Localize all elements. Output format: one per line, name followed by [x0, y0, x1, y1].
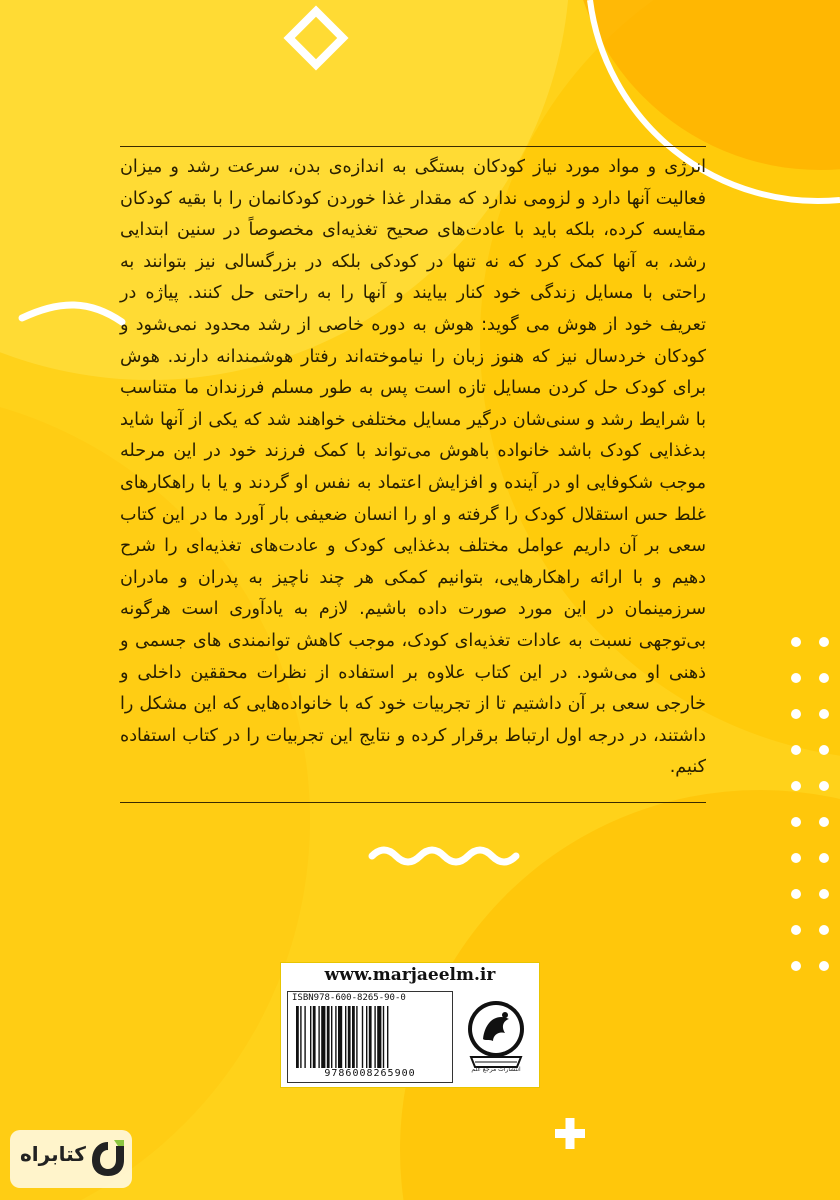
isbn-box: [287, 991, 453, 1083]
barcode-panel: [280, 962, 540, 1088]
bottom-rule: [120, 802, 706, 803]
website-url: www.marjaeelm.ir: [324, 965, 496, 985]
ketabrah-watermark: [10, 1130, 132, 1188]
top-rule: [120, 146, 706, 147]
barcode-icon: [296, 1006, 444, 1068]
barcode-number: 9786008265900: [324, 1068, 416, 1079]
ketabrah-label: کتابراه: [20, 1142, 86, 1166]
ketabrah-logo-icon: [88, 1138, 128, 1180]
publisher-name: انتشارات مرجع علم: [471, 1066, 521, 1073]
isbn-label: ISBN978-600-8265-90-0: [292, 993, 406, 1003]
back-cover-text: انرژی و مواد مورد نیاز کودکان بستگی به اندازه‌ی بدن، سرعت رشد و میزان فعالیت آنها دارد و لزومی ندارد که مقدار غذا خوردن کودکانمان را با بقیه کودکان مقایسه کرده، بلکه باید با عادت‌های صحیح تغذیه‌ای مخصوصاً در سنین ابتدایی رشد، به آنها کمک کرد که نه تنها در کودکی بلکه در بزرگسالی نیز بتوانند به راحتی با مسایل زندگی خود کنار بیایند و آنها را به راحتی حل کنند. پیاژه در تعریف خود از هوش می گوید: هوش به دوره خاصی از رشد محدود نمی‌شود و کودکان خردسال نیز که هنوز زبان را نیاموخته‌اند رفتار هوشمندانه دارند. هوش برای کودک حل کردن مسایل تازه است پس به طور مسلم فرزندان ما متناسب با شرایط رشد و سنی‌شان درگیر مسایل مختلفی خواهند شد که یکی از آنها شاید بدغذایی کودک باشد خانواده باهوش می‌تواند با کمک فرزند خود در این مرحله موجب شکوفایی او در آینده و افزایش اعتماد به نفس او گردند و یا با راهکارهای غلط حس استقلال کودک را گرفته و او را انسان ضعیفی بار آورد ما در این کتاب سعی بر آن داریم عوامل مختلف بدغذایی کودک و عادت‌های تغذیه‌ای را شرح دهیم و با ارائه راهکارهایی، بتوانیم کمکی هر چند ناچیز به پدران و مادران سرزمینمان در این مورد صورت داده باشیم. لازم به یادآوری است هرگونه بی‌توجهی نسبت به عادات تغذیه‌ای کودک، موجب کاهش توانمندی های جسمی و ذهنی او می‌شود. در این کتاب علاوه بر استفاده از نظرات محققین داخلی و خارجی سعی بر آن داشتیم تا از تجربیات خود که با خانواده‌هایی که این مشکل را داشتند، در درجه اول ارتباط برقرار کرده و نتایج این تجربیات را در کتاب استفاده کنیم.: [120, 157, 706, 778]
